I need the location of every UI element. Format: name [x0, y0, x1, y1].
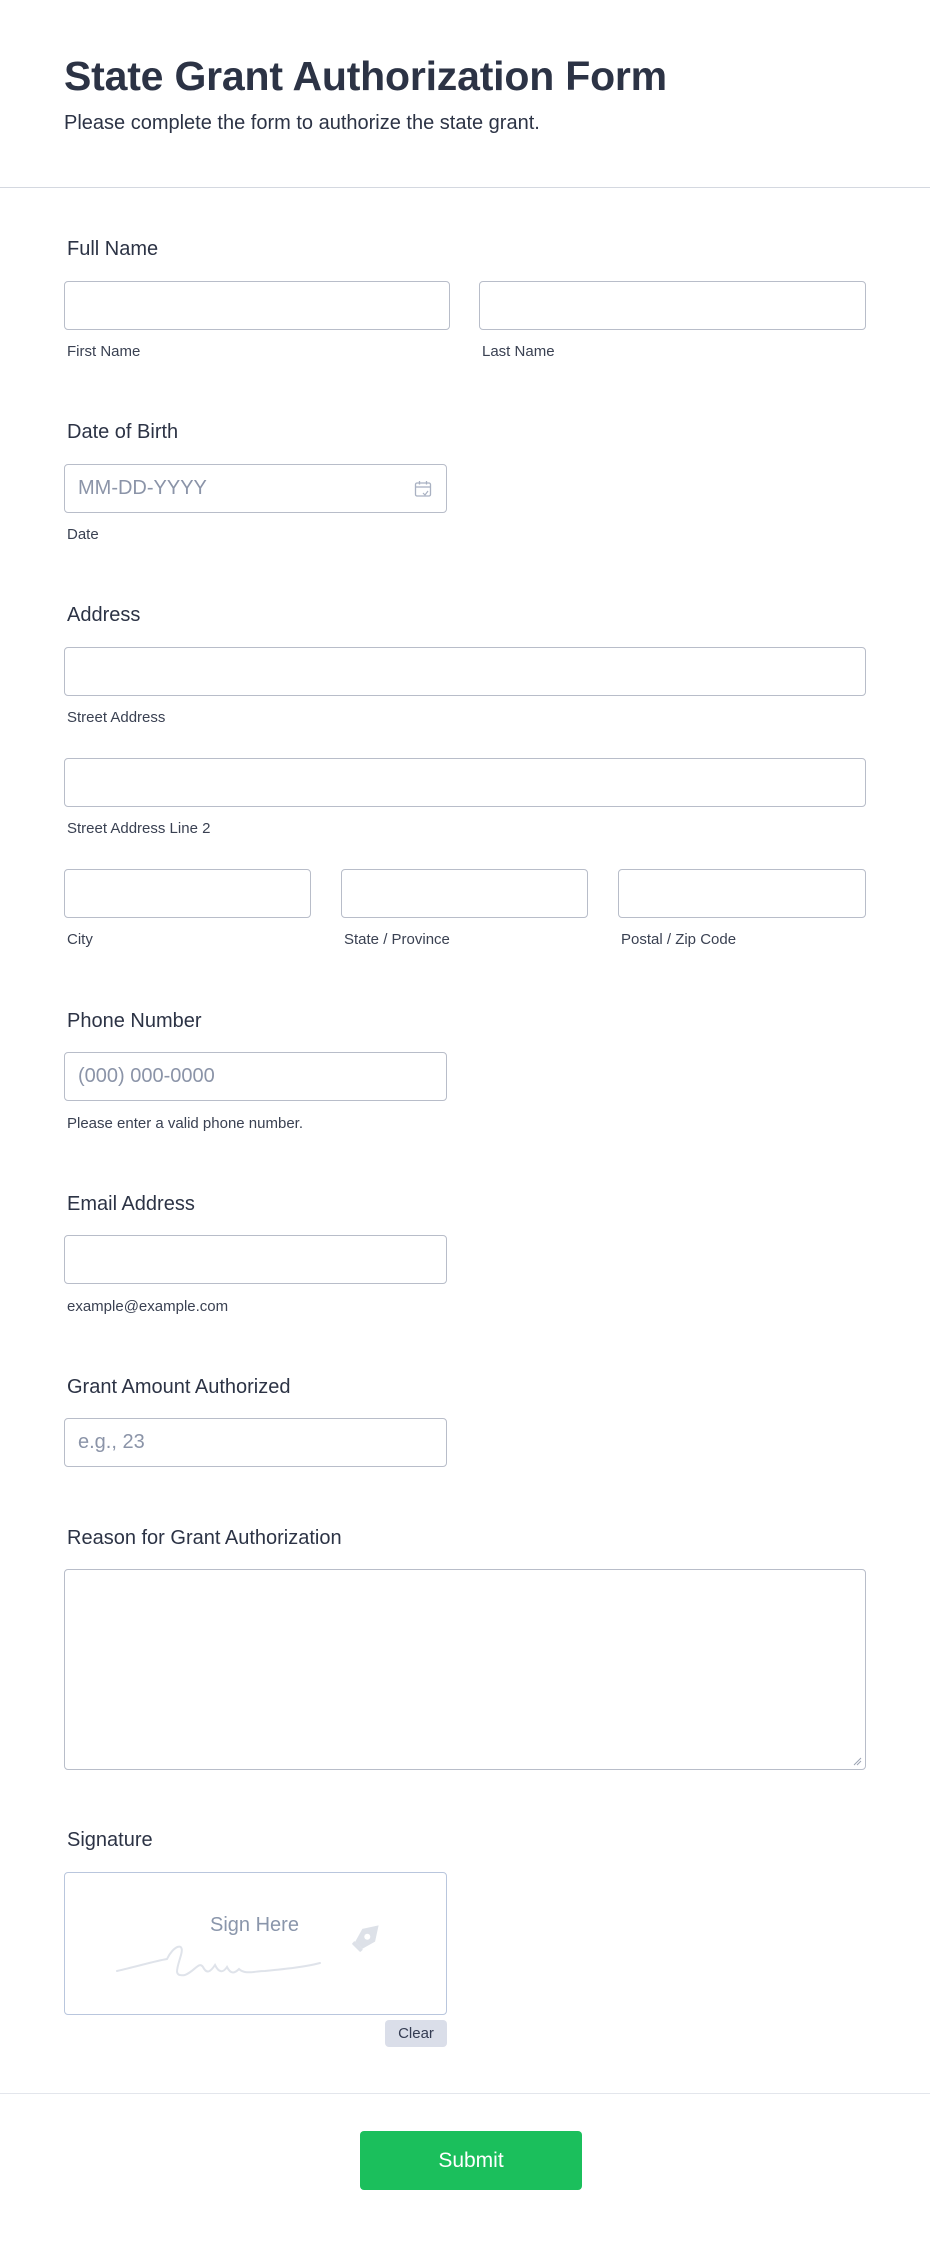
first-name-input[interactable] [64, 281, 450, 330]
grant-amount-input[interactable] [64, 1418, 447, 1467]
dob-placeholder: MM-DD-YYYY [78, 477, 207, 499]
grant-label-wrap [64, 1376, 290, 1399]
full-name-label-wrap [64, 238, 158, 261]
reason-label: Reason for Grant Authorization [67, 1527, 342, 1549]
reason-textarea[interactable] [64, 1569, 866, 1770]
first-name-sublabel: First Name [67, 343, 141, 360]
street-address-line2-sublabel: Street Address Line 2 [67, 820, 211, 837]
signature-pad[interactable] [64, 1872, 447, 2015]
signature-scribble [115, 1941, 335, 1981]
grant-amount-label: Grant Amount Authorized [67, 1376, 291, 1398]
signature-label: Signature [67, 1829, 153, 1851]
phone-placeholder: (000) 000-0000 [78, 1065, 215, 1087]
calendar-icon[interactable] [414, 480, 432, 498]
street-address-sublabel: Street Address [67, 709, 166, 726]
clear-signature-button[interactable]: Clear [385, 2020, 447, 2047]
phone-label: Phone Number [67, 1010, 202, 1032]
pen-nib-icon [347, 1915, 389, 1957]
form-header [0, 0, 930, 188]
reason-label-wrap [64, 1527, 342, 1550]
phone-input[interactable] [64, 1052, 447, 1101]
street2-sublabel-wrap [64, 820, 210, 837]
dob-sublabel: Date [67, 526, 99, 543]
address-label: Address [67, 604, 141, 626]
dob-sublabel-wrap [64, 526, 99, 543]
city-sublabel-wrap [64, 931, 93, 948]
phone-sublabel-wrap [64, 1115, 303, 1132]
zip-sublabel-wrap [618, 931, 736, 948]
city-input[interactable] [64, 869, 311, 918]
form-subtitle: Please complete the form to authorize the state grant. [64, 112, 540, 134]
street-sublabel-wrap [64, 709, 165, 726]
phone-label-wrap [64, 1010, 202, 1033]
footer-divider [0, 2093, 930, 2094]
last-name-sublabel: Last Name [482, 343, 555, 360]
full-name-label: Full Name [67, 238, 159, 260]
street-address-line2-input[interactable] [64, 758, 866, 807]
sign-here-text: Sign Here [210, 1914, 299, 1936]
last-name-sublabel-wrap [479, 343, 555, 360]
last-name-input[interactable] [479, 281, 866, 330]
email-label: Email Address [67, 1193, 195, 1215]
email-sublabel-wrap [64, 1298, 228, 1315]
grant-amount-placeholder: e.g., 23 [78, 1431, 145, 1453]
street-address-input[interactable] [64, 647, 866, 696]
zip-input[interactable] [618, 869, 866, 918]
signature-label-wrap [64, 1829, 153, 1852]
email-input[interactable] [64, 1235, 447, 1284]
city-sublabel: City [67, 931, 93, 948]
address-label-wrap [64, 604, 140, 627]
submit-button[interactable]: Submit [360, 2131, 582, 2190]
phone-sublabel: Please enter a valid phone number. [67, 1115, 303, 1132]
dob-label: Date of Birth [67, 421, 179, 443]
state-sublabel-wrap [341, 931, 450, 948]
state-sublabel: State / Province [344, 931, 450, 948]
resize-grip-icon[interactable] [852, 1756, 862, 1766]
email-sublabel: example@example.com [67, 1298, 229, 1315]
state-input[interactable] [341, 869, 588, 918]
form-title: State Grant Authorization Form [64, 53, 667, 99]
email-label-wrap [64, 1193, 195, 1216]
dob-label-wrap [64, 421, 178, 444]
first-name-sublabel-wrap [64, 343, 140, 360]
dob-input[interactable] [64, 464, 447, 513]
zip-sublabel: Postal / Zip Code [621, 931, 737, 948]
